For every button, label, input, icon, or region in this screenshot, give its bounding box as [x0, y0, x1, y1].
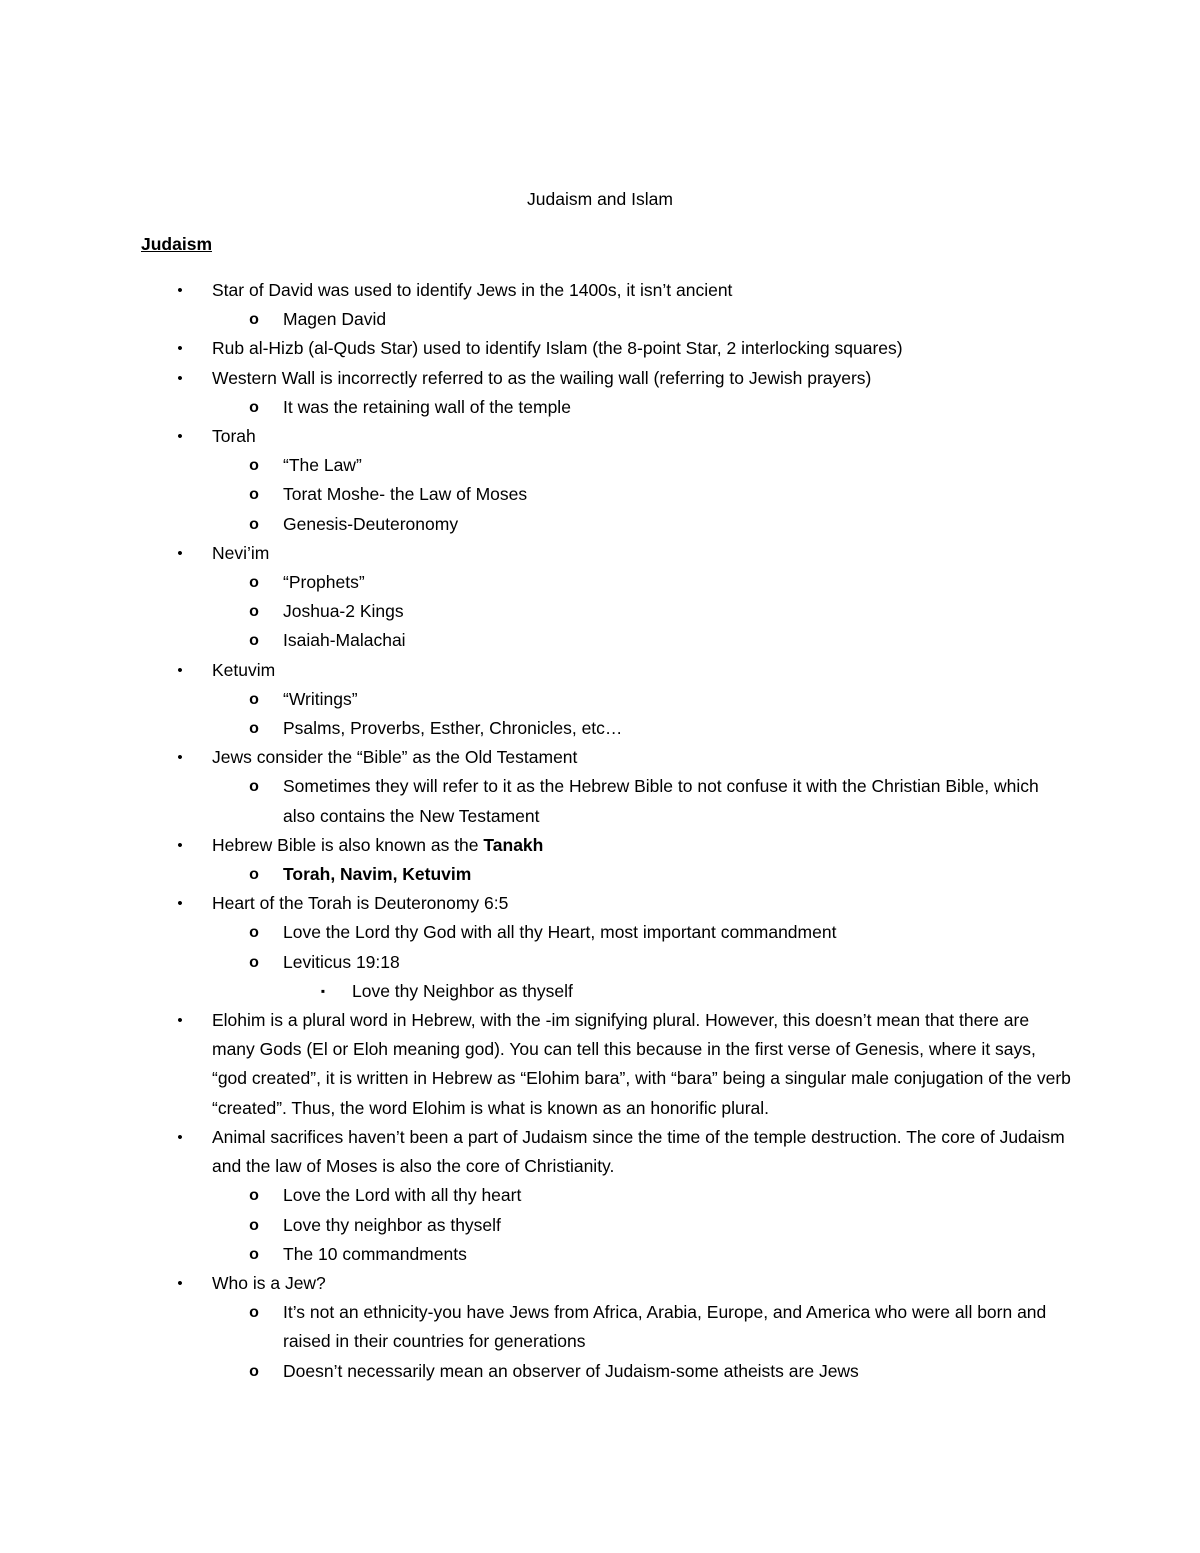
list-item-text: Torat Moshe- the Law of Moses — [283, 484, 528, 505]
list-item — [0, 451, 1073, 480]
bullet-marker: o — [249, 515, 259, 533]
list-item-text: It was the retaining wall of the temple — [283, 396, 571, 417]
bullet-marker: • — [177, 428, 183, 446]
bullet-marker: o — [249, 574, 259, 592]
bullet-marker: o — [249, 924, 259, 942]
bullet-marker: • — [177, 661, 183, 679]
bullet-marker: • — [177, 340, 183, 358]
list-item — [0, 918, 1073, 947]
list-item — [0, 1181, 1073, 1210]
list-item-text: Isaiah-Malachai — [283, 630, 406, 651]
bullet-marker: • — [177, 895, 183, 913]
list-item — [0, 1006, 1072, 1123]
list-item — [0, 685, 1073, 714]
list-item-text: Magen David — [283, 309, 387, 330]
section-heading: Judaism — [141, 234, 212, 254]
list-item-text: Hebrew Bible is also known as the — [212, 834, 484, 855]
list-item-bold-text: Torah, Navim, Ketuvim — [283, 864, 472, 885]
list-item-text: It’s not an ethnicity-you have Jews from Africa, Arabia, Europe, and America who were all born and raised in their countries for generations — [283, 1302, 1047, 1352]
list-item — [0, 977, 1072, 1006]
bullet-marker: o — [249, 1304, 259, 1322]
list-item — [0, 889, 1072, 918]
list-item-text: Animal sacrifices haven’t been a part of Judaism since the time of the temple destruction. The core of Judaism and the law of Moses is also the core of Christianity. — [212, 1126, 1065, 1177]
list-item — [0, 422, 1072, 451]
list-item-text: Nevi’im — [212, 542, 270, 563]
list-item — [0, 1123, 1072, 1181]
bullet-marker: o — [249, 486, 259, 504]
list-item-text: Psalms, Proverbs, Esther, Chronicles, etc… — [283, 718, 623, 739]
list-item — [0, 831, 1072, 860]
list-item-text: “Writings” — [283, 688, 358, 709]
list-item — [0, 1269, 1072, 1298]
list-item — [0, 1240, 1073, 1269]
list-item — [0, 772, 1073, 830]
list-item-bold-text: Tanakh — [483, 834, 544, 855]
list-item-text: Torah — [212, 426, 256, 447]
bullet-marker: o — [249, 398, 259, 416]
list-item — [0, 539, 1072, 568]
list-item — [0, 626, 1073, 655]
bullet-marker: • — [177, 836, 183, 854]
list-item-text: Jews consider the “Bible” as the Old Testament — [212, 747, 578, 768]
list-item-text: Love the Lord with all thy heart — [283, 1185, 522, 1206]
list-item — [0, 656, 1072, 685]
bullet-marker: o — [249, 866, 259, 884]
list-item — [0, 276, 1072, 305]
bullet-marker: o — [249, 457, 259, 475]
list-item — [0, 393, 1073, 422]
bullet-marker: ▪ — [320, 983, 326, 998]
list-item — [0, 334, 1072, 363]
list-item — [0, 568, 1073, 597]
list-item-text: Joshua-2 Kings — [283, 601, 404, 622]
list-item — [0, 714, 1073, 743]
list-item — [0, 743, 1072, 772]
document-title: Judaism and Islam — [527, 189, 673, 209]
list-item-text: Heart of the Torah is Deuteronomy 6:5 — [212, 893, 509, 914]
list-item — [0, 1298, 1073, 1356]
list-item-text: Doesn’t necessarily mean an observer of Judaism-some atheists are Jews — [283, 1360, 859, 1381]
list-item — [0, 364, 1072, 393]
list-item-text: Elohim is a plural word in Hebrew, with the -im signifying plural. However, this doesn’t mean that there are many Gods (El or Eloh meaning god). You can tell this because in the first verse of Genesis, where it says, “god created”, it is written in Hebrew as “Elohim bara”, with “bara” being a singular male conjugation of the verb “created”. Thus, the word Elohim is what is known as an honorific plural. — [212, 1010, 1071, 1118]
list-item — [0, 948, 1073, 977]
bullet-marker: • — [177, 1128, 183, 1146]
list-item-text: “Prophets” — [283, 572, 365, 593]
list-item — [0, 860, 1073, 889]
bullet-marker: o — [249, 953, 259, 971]
list-item — [0, 597, 1073, 626]
list-item-text: Ketuvim — [212, 659, 276, 680]
bullet-marker: • — [177, 544, 183, 562]
bullet-marker: • — [177, 282, 183, 299]
list-item — [0, 305, 1073, 334]
bullet-outline — [0, 276, 1200, 1386]
bullet-marker: • — [177, 369, 183, 387]
list-item-text: Western Wall is incorrectly referred to as the wailing wall (referring to Jewish prayers) — [212, 367, 872, 388]
bullet-marker: o — [249, 1187, 259, 1205]
list-item-text: Sometimes they will refer to it as the Hebrew Bible to not confuse it with the Christian Bible, which also contains the New Testament — [283, 776, 1039, 826]
bullet-marker: • — [177, 1274, 183, 1292]
list-item-text: Who is a Jew? — [212, 1272, 326, 1293]
bullet-marker: • — [177, 1012, 183, 1030]
list-item-text: Star of David was used to identify Jews in the 1400s, it isn’t ancient — [212, 280, 733, 300]
bullet-marker: o — [249, 632, 259, 650]
bullet-marker: o — [249, 1362, 259, 1380]
list-item — [0, 1211, 1073, 1240]
list-item — [0, 1357, 1073, 1386]
bullet-marker: o — [249, 1216, 259, 1234]
bullet-marker: o — [249, 1245, 259, 1263]
list-item-text: Leviticus 19:18 — [283, 951, 400, 972]
list-item — [0, 510, 1073, 539]
bullet-marker: o — [249, 690, 259, 708]
list-item-text: Love the Lord thy God with all thy Heart, most important commandment — [283, 922, 837, 943]
list-item-text: Rub al-Hizb (al-Quds Star) used to identify Islam (the 8-point Star, 2 interlocking squares) — [212, 338, 903, 359]
bullet-marker: • — [177, 749, 183, 767]
bullet-marker: o — [249, 311, 259, 329]
list-item-text: The 10 commandments — [283, 1243, 467, 1264]
bullet-marker: o — [249, 720, 259, 738]
list-item-text: “The Law” — [283, 455, 362, 476]
list-item-text: Love thy neighbor as thyself — [283, 1214, 501, 1235]
list-item-text: Genesis-Deuteronomy — [283, 513, 459, 534]
list-item-text: Love thy Neighbor as thyself — [352, 980, 573, 1001]
bullet-marker: o — [249, 603, 259, 621]
list-item — [0, 480, 1073, 509]
bullet-marker: o — [249, 778, 259, 796]
